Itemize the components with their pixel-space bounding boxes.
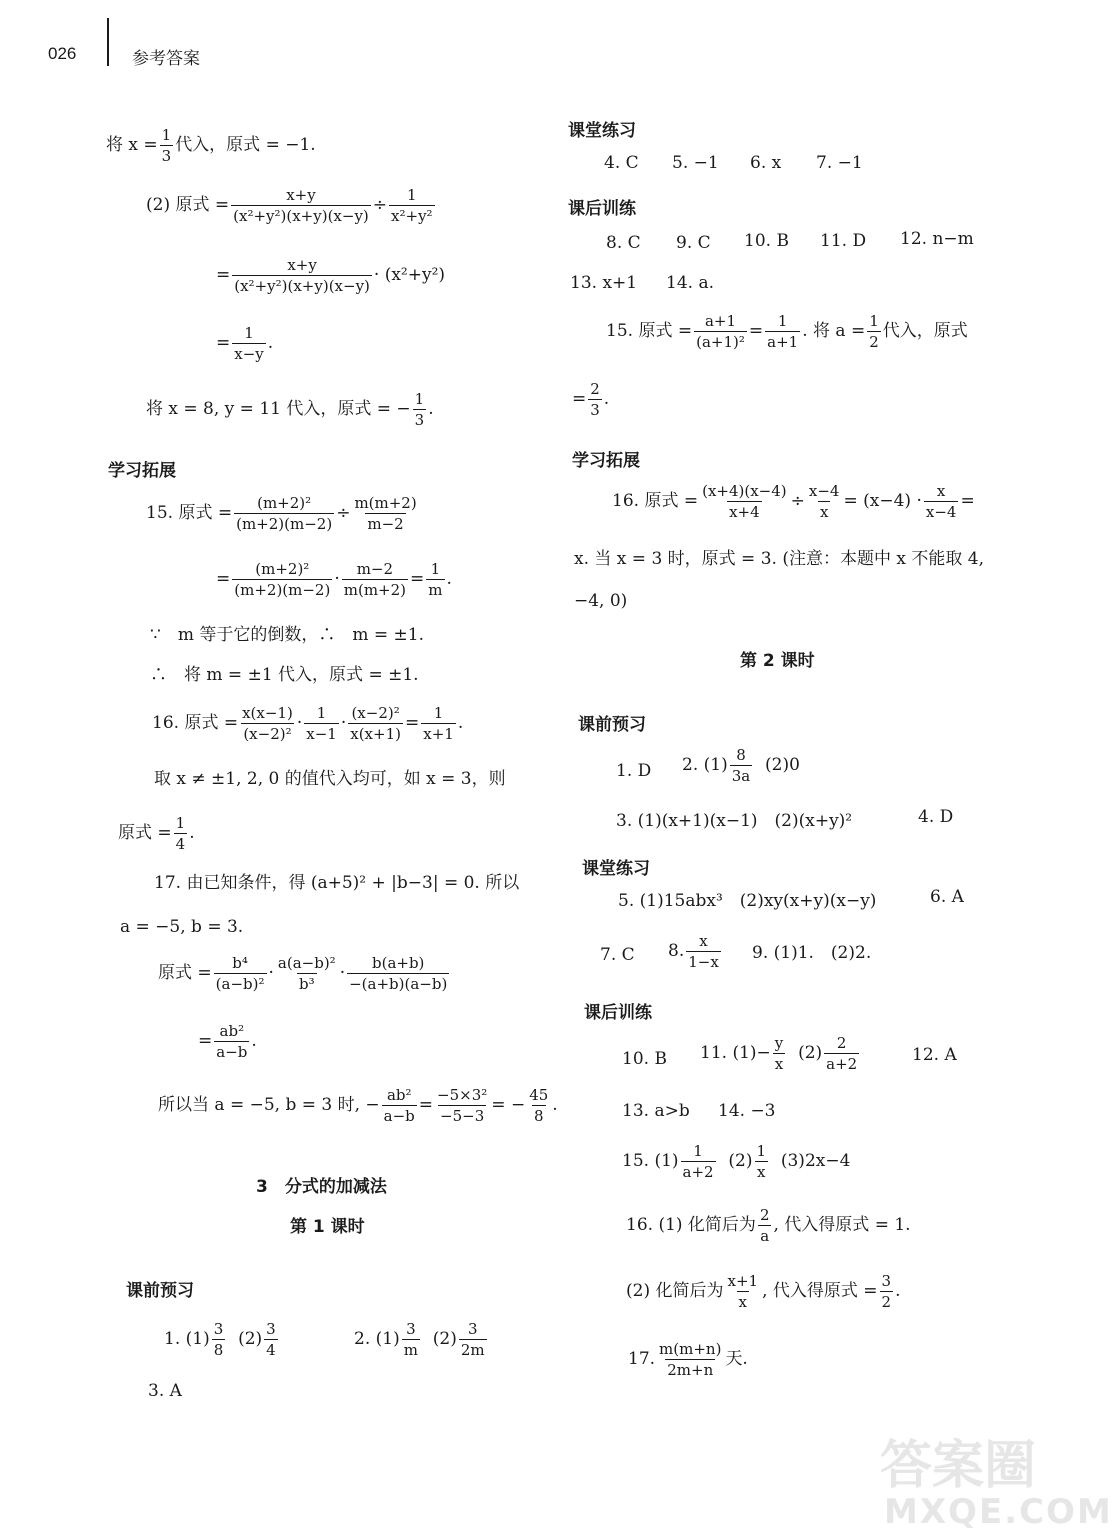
left-line-5: 将 x = 8, y = 11 代入，原式 = − $\frac{1}{3}$ . bbox=[146, 390, 434, 429]
fraction: $\frac{y}{x}$ bbox=[774, 1034, 784, 1073]
fraction: $\frac{1}{x}$ bbox=[756, 1142, 767, 1181]
chapter-heading: 3 分式的加减法 bbox=[256, 1177, 387, 1197]
right-l2-ans-12: 12. A bbox=[912, 1045, 957, 1065]
fraction: $\frac{\text{(x−2)²}}{x(x+1)}$ bbox=[350, 704, 401, 743]
right-l2-ans-16-line-1: 16. (1) 化简后为 $\frac{2}{a}$ , 代入得原式 = 1. bbox=[626, 1206, 911, 1245]
fraction: $\frac{1}{\text{x²+y²}}$ bbox=[391, 186, 433, 225]
right-ans-7: 7. −1 bbox=[816, 153, 863, 173]
right-l2-ans-13: 13. a>b bbox=[622, 1101, 690, 1121]
fraction: $\frac{x+y}{\text{(x²+y²)(x+y)(x−y)}}$ bbox=[233, 186, 369, 225]
fraction: $\frac{\text{b⁴}}{\text{(a−b)²}}$ bbox=[215, 954, 265, 993]
right-ans-12: 12. n−m bbox=[900, 229, 974, 249]
fraction: $\frac{1}{4}$ bbox=[175, 814, 186, 853]
section-heading-preview: 课前预习 bbox=[126, 1281, 194, 1301]
fraction: $\frac{1}{3}$ bbox=[414, 390, 425, 429]
section-heading-preview-2: 课前预习 bbox=[578, 715, 646, 735]
fraction: $\frac{1}{x-y}$ bbox=[234, 324, 264, 363]
right-ans-8: 8. C bbox=[606, 233, 641, 253]
left-q15-line-4: ∴ 将 m = ±1 代入，原式 = ±1. bbox=[150, 665, 419, 685]
fraction: $\frac{2}{3}$ bbox=[590, 380, 600, 419]
fraction: $\frac{a+1}{\text{(a+1)²}}$ bbox=[696, 312, 745, 351]
left-q17-line-2: a = −5, b = 3. bbox=[120, 917, 244, 937]
left-p3: 3. A bbox=[148, 1381, 182, 1401]
fraction: $\frac{x-4}{x}$ bbox=[808, 482, 840, 521]
left-q15-line-3: ∵ m 等于它的倒数，∴ m = ±1. bbox=[150, 625, 424, 645]
fraction: $\frac{x+1}{x}$ bbox=[727, 1272, 759, 1311]
lesson-2-heading: 第 2 课时 bbox=[740, 651, 815, 671]
left-q15-line-2: = $\frac{\text{(m+2)²}}{(m+2)(m-2)}$ · $\frac{m-2}{m(m+2)}$ = $\frac{1}{m}$ . bbox=[216, 560, 452, 599]
right-l2-ans-17: 17. $\frac{m(m+n)}{2m+n}$ 天. bbox=[628, 1340, 748, 1379]
fraction: $\frac{1}{x+1}$ bbox=[423, 704, 454, 743]
right-l2-ans-2: 2. (1) $\frac{8}{3a}$ (2)0 bbox=[682, 746, 800, 785]
section-heading-study-expansion-2: 学习拓展 bbox=[572, 451, 640, 471]
right-ans-5: 5. −1 bbox=[672, 153, 719, 173]
fraction: $\frac{3}{2}$ bbox=[881, 1272, 892, 1311]
fraction: $\frac{(x+4)(x-4)}{x+4}$ bbox=[702, 482, 787, 521]
right-l2-ans-14: 14. −3 bbox=[718, 1101, 776, 1121]
fraction: $\frac{\text{ab²}}{a-b}$ bbox=[216, 1022, 248, 1061]
fraction: $\frac{x+y}{\text{(x²+y²)(x+y)(x−y)}}$ bbox=[234, 256, 370, 295]
left-line-2: (2) 原式 = $\frac{x+y}{\text{(x²+y²)(x+y)(x−y)}}$ ÷ $\frac{1}{\text{x²+y²}}$ bbox=[146, 186, 433, 225]
right-l2-ans-7: 7. C bbox=[600, 945, 635, 965]
right-l2-ans-6: 6. A bbox=[930, 887, 964, 907]
fraction: $\frac{x(x-1)}{\text{(x−2)²}}$ bbox=[242, 704, 293, 743]
fraction: $\frac{m(m+2)}{m-2}$ bbox=[354, 494, 417, 533]
fraction: $\frac{m(m+n)}{2m+n}$ bbox=[659, 1340, 722, 1379]
fraction: $\frac{3}{m}$ bbox=[403, 1320, 418, 1359]
right-ans-11: 11. D bbox=[820, 231, 867, 251]
fraction: $\frac{1}{3}$ bbox=[161, 126, 172, 165]
fraction: $\frac{x}{1-x}$ bbox=[688, 932, 719, 971]
fraction: $\frac{1}{x-1}$ bbox=[306, 704, 337, 743]
watermark-logo: 答案圈 bbox=[880, 1436, 1037, 1496]
right-ans-10: 10. B bbox=[744, 231, 789, 251]
left-q16-line-3: 原式 = $\frac{1}{4}$ . bbox=[118, 814, 195, 853]
right-q16-line-1: 16. 原式 = $\frac{(x+4)(x-4)}{x+4}$ ÷ $\frac{x-4}{x}$ = (x−4) · $\frac{x}{x-4}$ = bbox=[612, 482, 975, 521]
right-ans-6: 6. x bbox=[750, 153, 782, 173]
fraction: $\frac{m-2}{m(m+2)}$ bbox=[343, 560, 407, 599]
right-q16-line-3: −4, 0) bbox=[574, 591, 628, 611]
right-ans-4: 4. C bbox=[604, 153, 639, 173]
fraction: $\frac{45}{8}$ bbox=[529, 1086, 549, 1125]
right-q15-line-2: = $\frac{2}{3}$ . bbox=[572, 380, 610, 419]
right-l2-ans-5: 5. (1)15abx³ (2)xy(x+y)(x−y) bbox=[618, 891, 877, 911]
watermark-url: MXQE.COM bbox=[884, 1492, 1113, 1532]
fraction: $\frac{2}{a}$ bbox=[759, 1206, 770, 1245]
section-heading-class-practice: 课堂练习 bbox=[568, 121, 636, 141]
fraction: $\frac{1}{a+1}$ bbox=[767, 312, 799, 351]
header-divider bbox=[107, 18, 109, 66]
lesson-1-heading: 第 1 课时 bbox=[290, 1217, 365, 1237]
page-number: 026 bbox=[48, 44, 77, 63]
right-ans-9: 9. C bbox=[676, 233, 711, 253]
fraction: $\frac{\text{(m+2)²}}{(m+2)(m-2)}$ bbox=[236, 494, 333, 533]
left-q17-line-4: = $\frac{\text{ab²}}{a-b}$ . bbox=[198, 1022, 257, 1061]
right-l2-ans-8: 8. $\frac{x}{1-x}$ bbox=[668, 932, 719, 971]
right-l2-ans-3: 3. (1)(x+1)(x−1) (2)(x+y)² bbox=[616, 811, 853, 831]
section-heading-study-expansion: 学习拓展 bbox=[108, 461, 176, 481]
left-q15-line-1: 15. 原式 = $\frac{\text{(m+2)²}}{(m+2)(m-2)}$ ÷ $\frac{m(m+2)}{m-2}$ bbox=[146, 494, 417, 533]
right-ans-13: 13. x+1 bbox=[570, 273, 638, 293]
fraction: $\frac{3}{4}$ bbox=[266, 1320, 276, 1359]
fraction: $\frac{1}{2}$ bbox=[869, 312, 879, 351]
right-l2-ans-9: 9. (1)1. (2)2. bbox=[752, 943, 872, 963]
fraction: $\frac{\text{a(a−b)²}}{\text{b³}}$ bbox=[277, 954, 336, 993]
fraction: $\frac{2}{a+2}$ bbox=[826, 1034, 858, 1073]
left-line-1: 将 x = $\frac{1}{3}$ 代入，原式 = −1. bbox=[106, 126, 316, 165]
fraction: $\frac{\text{−5×3²}}{-5-3}$ bbox=[437, 1086, 488, 1125]
fraction: $\frac{b(a+b)}{-(a+b)(a-b)}$ bbox=[349, 954, 448, 993]
left-p2: 2. (1) $\frac{3}{m}$ (2) $\frac{3}{2m}$ bbox=[354, 1320, 485, 1359]
left-q16-line-1: 16. 原式 = $\frac{x(x-1)}{\text{(x−2)²}}$ · $\frac{1}{x-1}$ · $\frac{\text{(x−2)²}}{x(x+1)}$ = $\frac{1}{x+1}$ . bbox=[152, 704, 464, 743]
fraction: $\frac{x}{x-4}$ bbox=[925, 482, 957, 521]
left-p1: 1. (1) $\frac{3}{8}$ (2) $\frac{3}{4}$ bbox=[164, 1320, 276, 1359]
fraction: $\frac{3}{8}$ bbox=[213, 1320, 224, 1359]
left-line-4: = $\frac{1}{x-y}$ . bbox=[216, 324, 274, 363]
section-heading-class-practice-2: 课堂练习 bbox=[582, 859, 650, 879]
right-l2-ans-16-line-2: (2) 化简后为 $\frac{x+1}{x}$ , 代入得原式 = $\frac{3}{2}$ . bbox=[626, 1272, 901, 1311]
right-l2-ans-1: 1. D bbox=[616, 761, 652, 781]
right-q16-line-2: x. 当 x = 3 时，原式 = 3. (注意：本题中 x 不能取 4, bbox=[574, 549, 984, 569]
fraction: $\frac{1}{m}$ bbox=[428, 560, 443, 599]
section-heading-after-class: 课后训练 bbox=[568, 199, 636, 219]
fraction: $\frac{\text{ab²}}{a-b}$ bbox=[383, 1086, 415, 1125]
fraction: $\frac{8}{3a}$ bbox=[731, 746, 751, 785]
left-q17-line-1: 17. 由已知条件，得 (a+5)² + |b−3| = 0. 所以 bbox=[154, 873, 520, 893]
right-l2-ans-15: 15. (1) $\frac{1}{a+2}$ (2) $\frac{1}{x}$ (3)2x−4 bbox=[622, 1142, 851, 1181]
right-l2-ans-4: 4. D bbox=[918, 807, 954, 827]
left-q17-line-3: 原式 = $\frac{\text{b⁴}}{\text{(a−b)²}}$ · $\frac{\text{a(a−b)²}}{\text{b³}}$ · $\frac{b(a+b)}{-(a+b)(a-b)}$ bbox=[158, 954, 448, 993]
right-ans-14: 14. a. bbox=[666, 273, 714, 293]
left-q16-line-2: 取 x ≠ ±1, 2, 0 的值代入均可，如 x = 3，则 bbox=[154, 769, 506, 789]
fraction: $\frac{\text{(m+2)²}}{(m+2)(m-2)}$ bbox=[234, 560, 331, 599]
fraction: $\frac{3}{2m}$ bbox=[460, 1320, 485, 1359]
page-header-title: 参考答案 bbox=[132, 49, 200, 69]
fraction: $\frac{1}{a+2}$ bbox=[682, 1142, 714, 1181]
left-q17-line-5: 所以当 a = −5, b = 3 时, − $\frac{\text{ab²}}{a-b}$ = $\frac{\text{−5×3²}}{-5-3}$ = − $\frac{45}{8}$ . bbox=[158, 1086, 558, 1125]
left-line-3: = $\frac{x+y}{\text{(x²+y²)(x+y)(x−y)}}$ · (x²+y²) bbox=[216, 256, 446, 295]
right-q15-line-1: 15. 原式 = $\frac{a+1}{\text{(a+1)²}}$ = $\frac{1}{a+1}$ . 将 a = $\frac{1}{2}$ 代入，原式 bbox=[606, 312, 968, 351]
right-l2-ans-11: 11. (1)− $\frac{y}{x}$ (2) $\frac{2}{a+2}$ bbox=[700, 1034, 858, 1073]
section-heading-after-class-2: 课后训练 bbox=[584, 1003, 652, 1023]
right-l2-ans-10: 10. B bbox=[622, 1049, 667, 1069]
